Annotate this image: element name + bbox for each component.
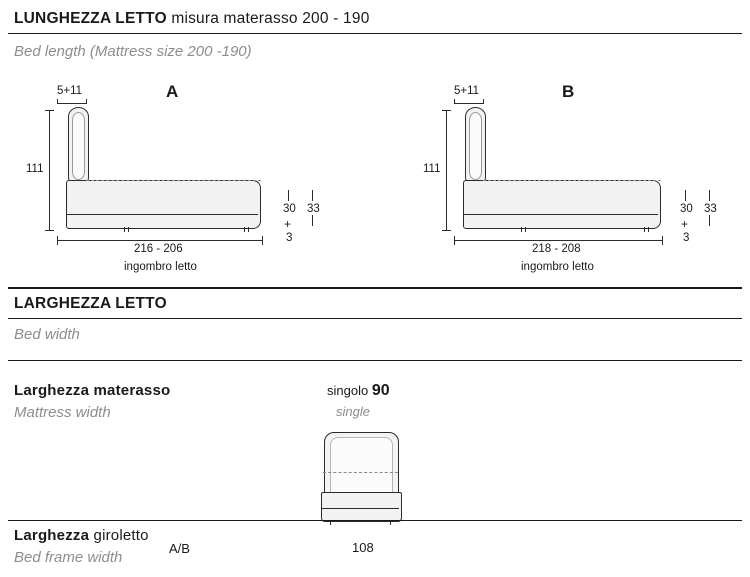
diagram-b-foot-3 (644, 227, 645, 232)
diagram-b-dim-33-tick (709, 190, 710, 201)
diagram-b-caption: ingombro letto (521, 261, 594, 273)
diagram-b-top-bracket-tick-left (454, 99, 455, 104)
diagram-b-letter: B (562, 82, 575, 101)
diagram-a-plus: + (284, 217, 292, 231)
diagram-b-dim-3-tick (709, 215, 710, 226)
diagram-a-width-line (57, 240, 263, 241)
mattress-width-subtitle: Mattress width (14, 404, 111, 421)
diagram-b-width-label: 218 - 208 (532, 243, 581, 255)
diagram-a-base (66, 180, 261, 229)
diagram-b-dim-33: 33 (704, 203, 717, 215)
diagram-a-top-bracket-tick-left (57, 99, 58, 104)
diagram-b-dim-3: 3 (683, 232, 690, 244)
diagram-b-dim-30: 30 (680, 203, 693, 215)
single-bed-label-reg: singolo (327, 383, 372, 398)
diagram-a-letter: A (166, 82, 179, 101)
diagram-b-height-label: 111 (423, 163, 441, 175)
single-bed-base (321, 492, 402, 522)
section-width-title-bold: LARGHEZZA LETTO (14, 295, 167, 312)
divider-top (8, 33, 742, 34)
diagram-a-height-line (49, 110, 50, 230)
single-bed-label-sub: single (336, 404, 370, 419)
frame-width-title-reg: giroletto (89, 527, 149, 544)
diagram-a-dim-33-tick (312, 190, 313, 201)
frame-width-variant: A/B (169, 541, 190, 556)
diagram-b-foot-4 (648, 227, 649, 232)
single-bed-label-value: 90 (371, 382, 390, 399)
diagram-a-mattress-line (86, 180, 261, 181)
diagram-a-foot-2 (128, 227, 129, 232)
diagram-b-width-tick-left (454, 236, 455, 245)
diagram-b-top-bracket-tick-right (483, 99, 484, 104)
single-bed-mattress-line (323, 472, 398, 473)
diagram-a-top-bracket-tick-right (86, 99, 87, 104)
divider-width-bottom (8, 318, 742, 319)
diagram-b-dim-30-tick (685, 190, 686, 201)
mattress-width-title-bold: Larghezza materasso (14, 382, 171, 399)
frame-width-title-bold: Larghezza (14, 527, 90, 544)
frame-width-subtitle: Bed frame width (14, 549, 123, 566)
diagram-a-top-bracket (57, 103, 87, 104)
single-bed-headboard-inner (330, 437, 393, 496)
diagram-a-height-tick-bottom (45, 230, 54, 231)
diagram-a-foot-1 (124, 227, 125, 232)
diagram-a-foot-3 (244, 227, 245, 232)
diagram-a-width-tick-left (57, 236, 58, 245)
section-length-title-reg: misura materasso 200 - 190 (166, 10, 370, 27)
divider-mattress-top (8, 360, 742, 361)
diagram-b-base (463, 180, 661, 229)
diagram-a-width-label: 216 - 206 (134, 243, 183, 255)
diagram-b-foot-1 (521, 227, 522, 232)
diagram-b-height-line (446, 110, 447, 230)
diagram-b-mattress-line (483, 180, 661, 181)
section-width-subtitle: Bed width (14, 326, 80, 343)
diagram-a-base-line (67, 214, 258, 215)
section-length-title-bold: LUNGHEZZA LETTO (14, 10, 167, 27)
diagram-b-width-tick-right (662, 236, 663, 245)
diagram-a-dim-3-tick (312, 215, 313, 226)
diagram-b-height-tick-bottom (442, 230, 451, 231)
diagram-a-dim-3: 3 (286, 232, 293, 244)
diagram-a-caption: ingombro letto (124, 261, 197, 273)
single-bed-bottom-value: 108 (352, 540, 374, 555)
diagram-a-width-tick-right (262, 236, 263, 245)
diagram-a-dim-33: 33 (307, 203, 320, 215)
diagram-b-plus: + (681, 217, 689, 231)
diagram-b-foot-2 (525, 227, 526, 232)
diagram-b-top-label: 5+11 (454, 85, 480, 97)
diagram-b-base-line (464, 214, 658, 215)
diagram-b-height-tick-top (442, 110, 451, 111)
diagram-a-height-tick-top (45, 110, 54, 111)
section-length-subtitle: Bed length (Mattress size 200 -190) (14, 43, 252, 60)
divider-frame-top (8, 520, 742, 521)
diagram-a-dim-30-tick (288, 190, 289, 201)
diagram-a-top-label: 5+11 (57, 85, 83, 97)
frame-width-title (14, 527, 149, 544)
single-bed-label (327, 382, 390, 400)
diagram-b-width-line (454, 240, 663, 241)
diagram-a-foot-4 (248, 227, 249, 232)
diagram-b-headboard-inner (469, 112, 482, 180)
section-width-title (14, 295, 167, 313)
diagram-b-top-bracket (454, 103, 484, 104)
divider-width-top (8, 287, 742, 289)
section-length-title (14, 10, 370, 28)
diagram-a-height-label: 111 (26, 163, 44, 175)
single-bed-base-line (322, 508, 399, 509)
mattress-width-title (14, 382, 170, 399)
diagram-a-dim-30: 30 (283, 203, 296, 215)
diagram-a-headboard-inner (72, 112, 85, 180)
